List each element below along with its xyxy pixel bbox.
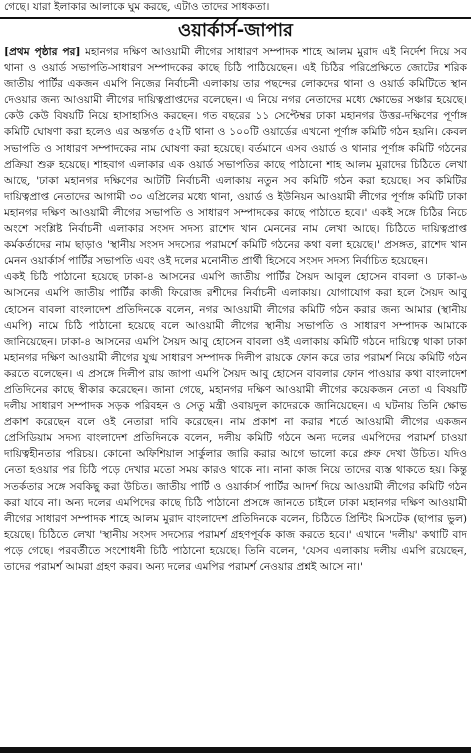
bottom-rule [0,747,471,753]
headline: ওয়ার্কার্স-জাপার [178,20,293,41]
article-body [4,44,467,744]
article-paragraph-1 [4,44,467,269]
continuation-kicker: [প্রথম পৃষ্ঠার পর] [4,46,81,58]
previous-column-tail: গেছে। যারা ইলাকার আলাকে ঘুম করছে, এটাও তাদের সাধকতা। [4,1,270,13]
article-paragraph-2: একই চিঠি পাঠানো হয়েছে ঢাকা-৪ আসনের এমপি জাতীয় পার্টির সৈয়দ আবুল হোসেন বাবলা ও ঢাকা-৬ আসনের এমপি জাতীয় পার্টির কাজী ফিরোজ রশীদের নির্বাচনী এলাকায়। যোগাযোগ করা হলে সৈয়দ আবু হোসেন বাবলা বাংলাদেশ প্রতিদিনকে বলেন, নগর আওয়ামী লীগের কমিটি গঠন করার জন্য আমার (স্থানীয় এমপি) নামে চিঠি পাঠানো হয়েছে বলে আওয়ামী লীগের স্থানীয় সভাপতি ও সাধারণ সম্পাদক আমাকে জানিয়েছেন। ঢাকা-৪ আসনের এমপি সৈয়দ আবু হোসেন বাবলা ওই এলাকায় কমিটি গঠনে দায়িত্বে থাকা ঢাকা মহানগর দক্ষিণ আওয়ামী লীগের যুগ্ম সাধারণ সম্পাদক দিলীপ রায়কে ফোন করে তার পরামর্শ নিয়ে কমিটি গঠন করতে বলেছেন। এ প্রসঙ্গে দিলীপ রায় জাপা এমপি সৈয়দ আবু হোসেন বাবলার ফোন পাওয়ার কথা বাংলাদেশ প্রতিদিনের কাছে স্বীকার করেছেন। জানা গেছে, মহানগর দক্ষিণ আওয়ামী লীগের কয়েকজন নেতা এ বিষয়টি দলীয় সাধারণ সম্পাদক সড়ক পরিবহন ও সেতু মন্ত্রী ওবায়দুল কাদেরকে জানিয়েছেন। এ ঘটনায় তিনি ক্ষোভ প্রকাশ করেছেন বলে ওই নেতারা দাবি করেছেন। নাম প্রকাশ না করার শর্তে আওয়ামী লীগের একজন প্রেসিডিয়াম সদস্য বাংলাদেশ প্রতিদিনকে বলেন, দলীয় কমিটি গঠনে অন্য দলের এমপিদের পরামর্শ চাওয়া দায়িত্বহীনতার পরিচয়। কোনো অফিশিয়াল সার্কুলার জারি করার আগে ভালো করে প্রুফ দেখা উচিত। যদিও নেতা হওয়ার পর চিঠি পড়ে দেখার মতো সময় কারও থাকে না। নানা কাজ নিয়ে তাদের ব্যস্ত থাকতে হয়। কিন্তু সতর্কতার সঙ্গে সবকিছু করা উচিত। জাতীয় পার্টি ও ওয়ার্কার্স পার্টির আদর্শ দিয়ে আওয়ামী লীগের কমিটি গঠন করা যাবে না। অন্য দলের এমপিদের কাছে চিঠি পাঠানো প্রসঙ্গে জানতে চাইলে ঢাকা মহানগর দক্ষিণ আওয়ামী লীগের সাধারণ সম্পাদক শাহে আলম মুরাদ বাংলাদেশ প্রতিদিনকে বলেন, চিঠিতে প্রিন্টিং মিসটেক (ছাপার ভুল) হয়েছে। চিঠিতে লেখা 'স্থানীয় সংসদ সদস্যের পরামর্শ গ্রহণপূর্বক কাজ করতে হবে।' এখানে 'দলীয়' কথাটি বাদ পড়ে গেছে। পরবর্তীতে সংশোধনী চিঠি পাঠানো হয়েছে। তিনি বলেন, 'যেসব এলাকায় দলীয় এমপি রয়েছেন, তাদের পরামর্শ আমরা গ্রহণ করব। অন্য দলের এমপির পরামর্শ নেওয়ার প্রশ্নই আসে না।' [4,271,467,573]
article-paragraph-1-text: মহানগর দক্ষিণ আওয়ামী লীগের সাধারণ সম্পাদক শাহে আলম মুরাদ এই নির্দেশ দিয়ে সব থানা ও ওয়ার্ড সভাপতি-সাধারণ সম্পাদকের কাছে চিঠি পাঠিয়েছেন। এই চিঠির পরিপ্রেক্ষিতে জোটের শরিক জাতীয় পার্টির একজন এমপি নিজের নির্বাচনী এলাকায় তার পছন্দের লোকদের থানা ও ওয়ার্ড কমিটিতে স্থান দেওয়ার জন্য আওয়ামী লীগের দায়িত্বপ্রাপ্তদের বলেছেন। এ নিয়ে নগর নেতাদের মধ্যে ক্ষোভের সঞ্চার হয়েছে। কেউ কেউ বিষয়টি নিয়ে হাসাহাসিও করছেন। গত বছরের ১১ সেপ্টেম্বর ঢাকা মহানগর উত্তর-দক্ষিণের পূর্ণাঙ্গ কমিটি ঘোষণা করা হলেও এর অন্তর্গত ৫২টি থানা ও ১০০টি ওয়ার্ডের এখনো পূর্ণাঙ্গ কমিটি গঠন হয়নি। কেবল সভাপতি ও সাধারণ সম্পাদকের নাম ঘোষণা করা হয়েছে। বর্তমানে এসব ওয়ার্ড ও থানার পূর্ণাঙ্গ কমিটি গঠনের প্রক্রিয়া শুরু হয়েছে। শাহবাগ এলাকার এক ওয়ার্ড সভাপতির কাছে পাঠানো শাহ আলম মুরাদের চিঠিতে লেখা আছে, 'ঢাকা মহানগর দক্ষিণের আটটি নির্বাচনী এলাকায় নতুন সব কমিটি গঠন করা হয়েছে। সব কমিটির দায়িত্বপ্রাপ্ত নেতাদের আগামী ৩০ এপ্রিলের মধ্যে থানা, ওয়ার্ড ও ইউনিয়ন আওয়ামী লীগের পূর্ণাঙ্গ কমিটি ঢাকা মহানগর দক্ষিণ আওয়ামী লীগের সভাপতি ও সাধারণ সম্পাদকের কাছে পাঠাতে হবে।' একই সঙ্গে চিঠির নিচে অংশে সংশ্লিষ্ট নির্বাচনী এলাকার সংসদ সদস্য রাশেদ খান মেননের নাম লেখা আছে। চিঠিতে দায়িত্বপ্রাপ্ত কর্মকর্তাদের নাম ছাড়াও 'স্থানীয় সংসদ সদস্যের পরামর্শে কমিটি গঠনের কথা বলা হয়েছে।' প্রসঙ্গত, রাশেদ খান মেনন ওয়ার্কার্স পার্টির সভাপতি এবং ওই দলের মনোনীত প্রার্থী হিসেবে সংসদ সদস্য নির্বাচিত হয়েছেন। [4,46,467,268]
